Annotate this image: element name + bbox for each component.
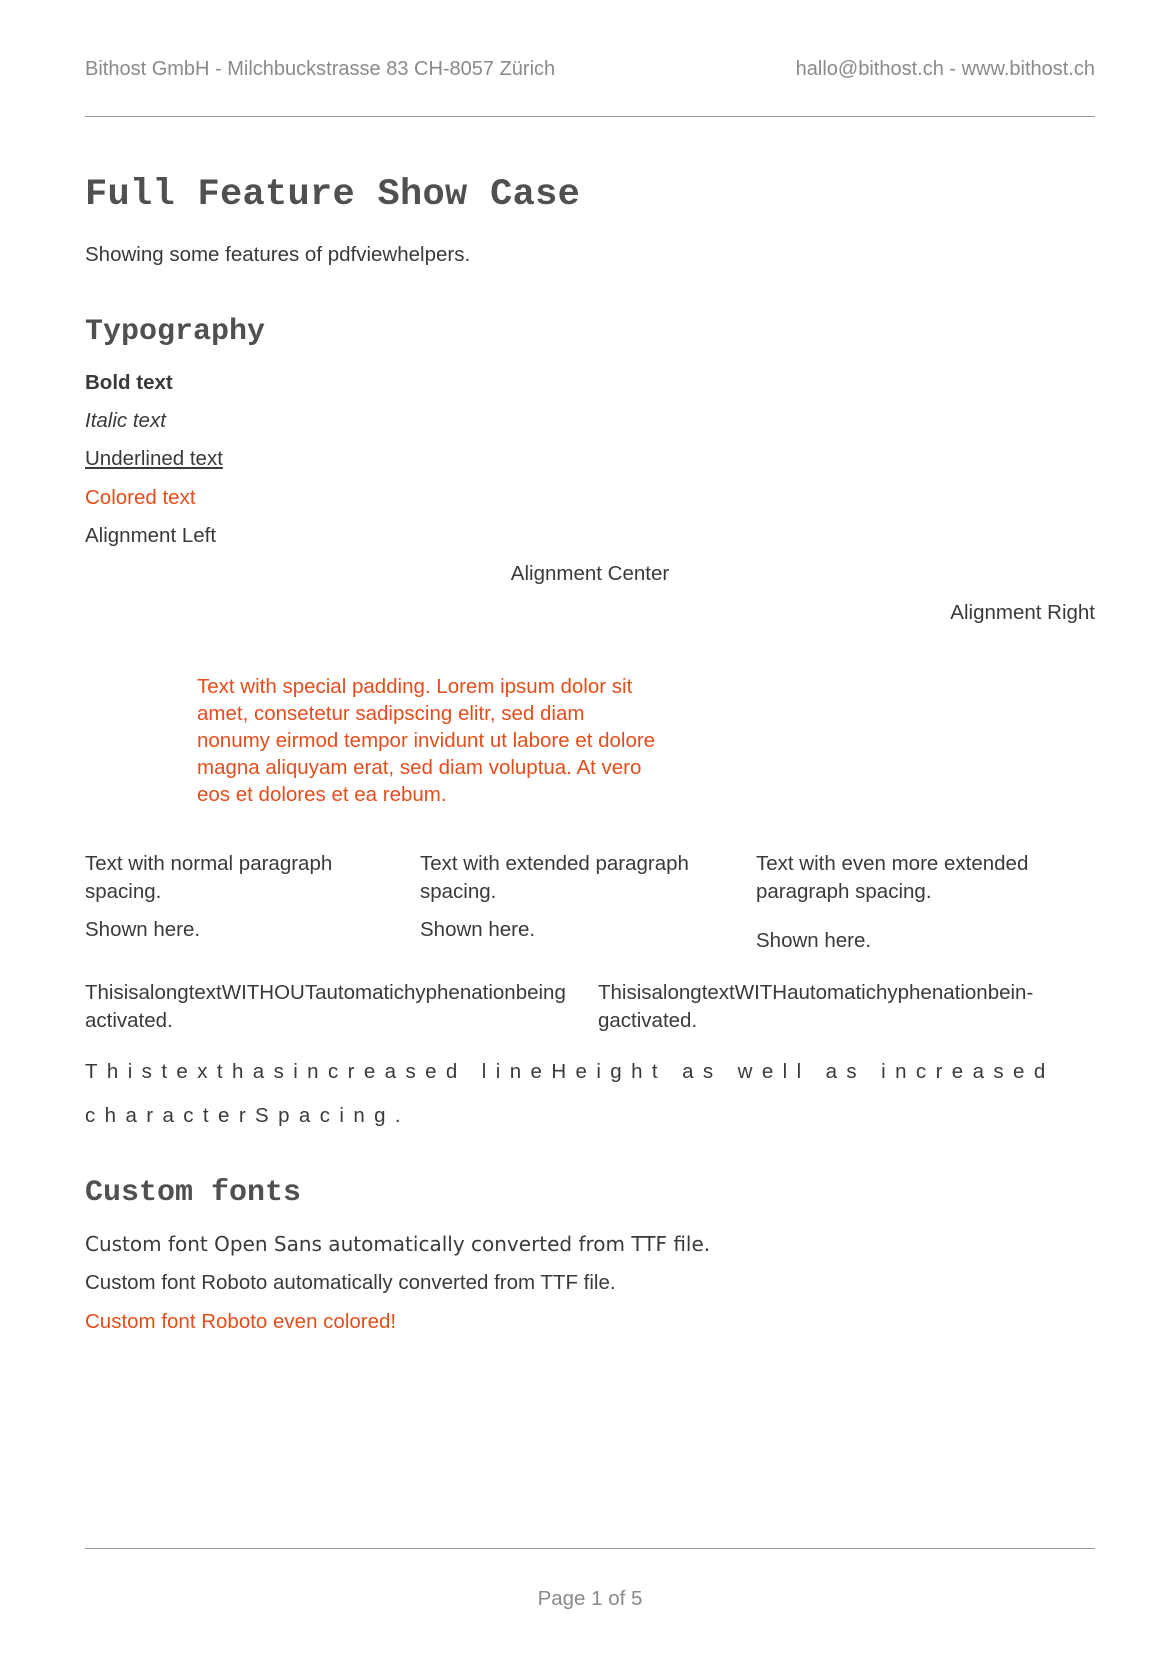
colored-text: Colored text [85, 486, 196, 509]
custom-font-roboto: Custom font Roboto automatically converted from TTF file. [85, 1271, 616, 1294]
header-contact: hallo@bithost.ch - www.bithost.ch [795, 58, 1095, 80]
column-extended-spacing [420, 850, 730, 944]
typography-heading: Typography [85, 315, 266, 349]
page-title: Full Feature Show Case [85, 174, 581, 216]
italic-text: Italic text [85, 409, 166, 432]
column-extended-first: Text with extended paragraph spacing. [420, 852, 689, 903]
header-divider [85, 116, 1095, 117]
column-more-extended-first: Text with even more extended paragraph spacing. [756, 852, 1029, 903]
increased-spacing-text: Thistexthasincreased lineHeight as well as increased characterSpacing. [85, 1060, 1055, 1127]
column-normal-second: Shown here. [85, 918, 201, 941]
column-more-extended-spacing [756, 850, 1066, 955]
custom-font-roboto-colored: Custom font Roboto even colored! [85, 1310, 397, 1333]
page-number: Page 1 of 5 [537, 1587, 643, 1610]
footer-divider [85, 1548, 1095, 1549]
column-normal-first: Text with normal paragraph spacing. [85, 852, 333, 903]
padded-paragraph: Text with special padding. Lorem ipsum dolor sit amet, consetetur sadipscing elitr, sed diam nonumy eirmod tempor invidunt ut labore et dolore magna aliquyam erat, sed diam voluptua. At vero eos et dolores et ea rebum. [197, 675, 656, 806]
underlined-text: Underlined text [85, 447, 223, 470]
alignment-right-text: Alignment Right [950, 601, 1095, 624]
alignment-left-text: Alignment Left [85, 524, 217, 547]
intro-text: Showing some features of pdfviewhelpers. [85, 243, 471, 266]
custom-font-open-sans: Custom font Open Sans automatically converted from TTF file. [85, 1232, 711, 1256]
hyphenation-without-text: ThisisalongtextWITHOUTautomatichyphenationbeingactivated. [85, 981, 566, 1032]
bold-text: Bold text [85, 371, 173, 394]
hyphenation-with-text [598, 979, 1068, 1035]
header-address: Bithost GmbH - Milchbuckstrasse 83 CH-8057 Zürich [85, 58, 556, 80]
custom-fonts-heading: Custom fonts [85, 1176, 302, 1210]
column-extended-second: Shown here. [420, 918, 536, 941]
column-normal-spacing [85, 850, 395, 944]
column-more-extended-second: Shown here. [756, 929, 872, 952]
hyphenation-with-line: ThisisalongtextWITHautomatichyphenationbein-gactivated. [598, 981, 1034, 1032]
alignment-center-text: Alignment Center [510, 562, 670, 585]
